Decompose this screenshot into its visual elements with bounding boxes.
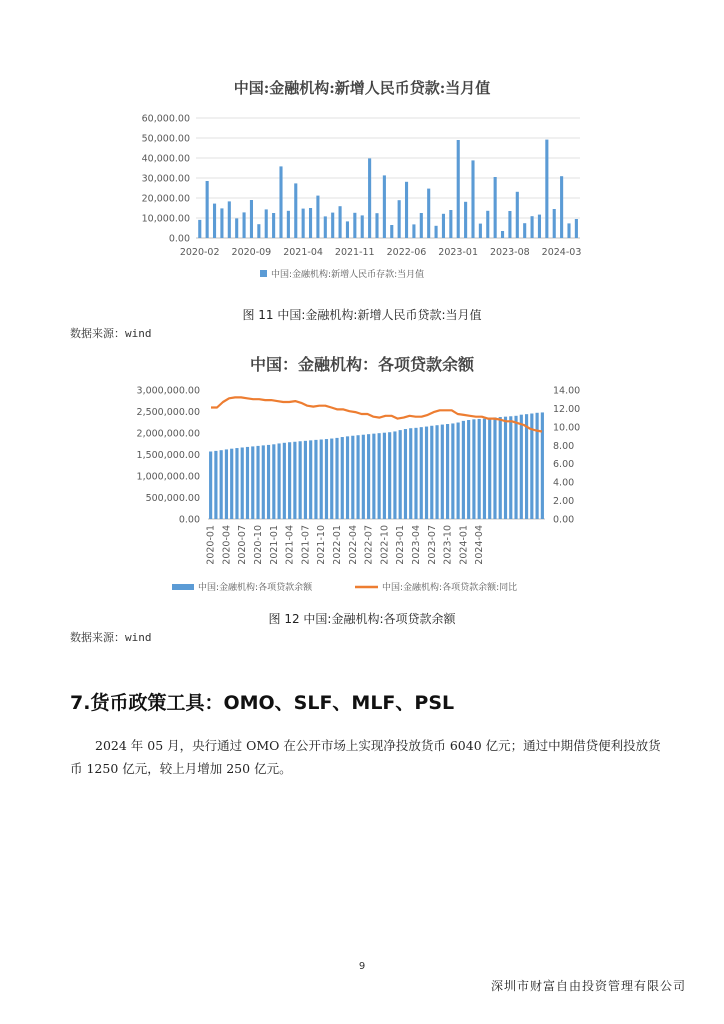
chart1-bar <box>545 140 548 238</box>
chart1-x-tick: 2021-04 <box>283 247 323 258</box>
chart2-x-tick: 2021-10 <box>316 525 328 565</box>
chart2-bar <box>262 445 265 519</box>
chart2-bar <box>288 442 291 519</box>
chart1-bar <box>368 158 371 238</box>
chart2-bar <box>536 413 539 519</box>
chart1-bar <box>464 202 467 238</box>
chart1-x-tick: 2023-08 <box>489 247 530 258</box>
chart1-bar <box>420 213 423 238</box>
chart1-bar <box>235 218 238 238</box>
chart2-bar <box>256 446 259 519</box>
chart1-bar <box>412 224 415 238</box>
chart1-bar <box>206 181 209 238</box>
chart1-bar <box>501 231 504 238</box>
chart1-legend-swatch <box>260 270 267 277</box>
chart1-bar <box>516 192 519 238</box>
chart2-y2-tick: 14.00 <box>553 385 581 397</box>
chart2-bar <box>209 451 212 519</box>
chart1-y-tick: 10,000.00 <box>141 213 190 225</box>
chart2-bar <box>504 417 507 519</box>
chart2-x-tick: 2020-07 <box>237 525 249 565</box>
chart2-bar <box>493 417 496 519</box>
chart2-bar <box>251 446 254 519</box>
chart2-y-tick: 2,000,000.00 <box>136 428 200 440</box>
chart2-bar <box>383 433 386 519</box>
chart1-bar <box>390 225 393 238</box>
chart2-bar <box>388 432 391 519</box>
chart2-bar <box>420 427 423 519</box>
chart1-bar <box>471 160 474 238</box>
chart2-y2-tick: 2.00 <box>553 496 575 508</box>
source-note-2: 数据来源：wind <box>70 631 152 644</box>
chart2-bar <box>278 443 281 519</box>
chart1-bar <box>442 214 445 238</box>
chart1-bar <box>250 200 253 238</box>
chart2-bar <box>414 428 417 519</box>
chart2-bar <box>235 448 238 519</box>
chart2-bar <box>283 443 286 519</box>
chart2-bar <box>325 439 328 519</box>
chart2-bar <box>457 423 460 519</box>
chart1-bar <box>243 212 246 238</box>
chart2-bar <box>483 419 486 519</box>
chart2-bar <box>467 420 470 519</box>
chart1-bar <box>560 176 563 238</box>
chart1-bar <box>398 200 401 238</box>
chart2-bar <box>393 431 396 519</box>
chart2-bar <box>367 434 370 519</box>
chart1-bar <box>213 204 216 238</box>
chart1-bar <box>353 213 356 238</box>
chart1-bar <box>265 209 268 238</box>
chart2-x-tick: 2022-01 <box>332 525 344 565</box>
chart2-title: 中国：金融机构：各项贷款余额 <box>249 355 474 374</box>
chart1-bar <box>575 219 578 238</box>
chart1-bar <box>494 177 497 238</box>
chart1-bar <box>449 210 452 238</box>
chart1-legend-label: 中国:金融机构:新增人民币存款:当月值 <box>271 270 425 280</box>
chart2-bar <box>404 429 407 519</box>
chart1-bar <box>324 216 327 238</box>
chart1-bar <box>486 211 489 238</box>
chart1-bar <box>339 206 342 238</box>
chart2-bar <box>267 445 270 519</box>
chart2-bar <box>314 440 317 519</box>
chart1-bar <box>435 226 438 238</box>
chart1-y-tick: 0.00 <box>168 233 190 245</box>
chart1-y-tick: 30,000.00 <box>141 173 190 185</box>
chart2-bar <box>399 430 402 519</box>
chart2-bar <box>499 417 502 519</box>
chart2-x-tick: 2023-04 <box>410 525 422 565</box>
chart1-y-tick: 20,000.00 <box>141 193 190 205</box>
body-paragraph: 2024 年 05 月，央行通过 OMO 在公开市场上实现净投放货币 6040 亿元；通过中期借贷便利投放货币 1250 亿元，较上月增加 250 亿元。 <box>70 738 661 776</box>
chart1-bar <box>375 213 378 238</box>
chart2-x-tick: 2024-04 <box>474 525 486 565</box>
chart1-bar <box>457 140 460 238</box>
chart2-legend-label-bar: 中国:金融机构:各项贷款余额 <box>198 583 313 593</box>
chart2-bar <box>430 426 433 519</box>
chart2-bar <box>525 414 528 519</box>
chart1-bar <box>508 211 511 238</box>
chart2-x-tick: 2020-10 <box>253 525 265 565</box>
chart1-bar <box>531 216 534 238</box>
chart1-plot <box>0 100 724 300</box>
chart1-x-tick: 2023-01 <box>438 247 479 258</box>
chart2-plot <box>0 375 724 605</box>
chart1-bar <box>383 175 386 238</box>
chart2-y-tick: 3,000,000.00 <box>136 385 200 397</box>
chart2-bar <box>320 439 323 519</box>
chart1-bar <box>228 201 231 238</box>
chart1-bar <box>427 189 430 238</box>
chart1-bar <box>272 213 275 238</box>
chart2-x-tick: 2021-04 <box>284 525 296 565</box>
chart1-x-tick: 2020-09 <box>231 247 272 258</box>
chart2-bar <box>478 419 481 519</box>
chart1-bar <box>361 215 364 238</box>
chart2-bar <box>378 433 381 519</box>
chart1-title: 中国:金融机构:新增人民币贷款:当月值 <box>233 79 491 97</box>
source-note-1: 数据来源：wind <box>70 327 152 340</box>
chart1-bar <box>220 208 223 238</box>
chart1-bar <box>523 223 526 238</box>
chart1-y-tick: 50,000.00 <box>141 133 190 145</box>
chart1-bar <box>316 196 319 238</box>
chart2-y-tick: 2,500,000.00 <box>136 407 200 418</box>
chart2-y2-tick: 10.00 <box>553 422 581 434</box>
chart2-y-tick: 1,000,000.00 <box>136 471 200 483</box>
chart2-bar <box>246 447 249 519</box>
chart1-bar <box>405 182 408 238</box>
chart2-x-tick: 2022-10 <box>379 525 391 565</box>
chart2-bar <box>293 442 296 519</box>
chart2-bar <box>441 425 444 519</box>
chart1-bar <box>279 166 282 238</box>
chart2-bar <box>356 435 359 519</box>
chart2-bar <box>446 424 449 519</box>
chart2-bar <box>362 435 365 519</box>
chart2-bar <box>409 428 412 519</box>
chart1-bar <box>309 208 312 238</box>
chart2-bar <box>230 449 233 519</box>
chart1-bar <box>346 221 349 238</box>
chart2-bar <box>346 436 349 519</box>
chart2-bar <box>299 441 302 519</box>
chart2-bar <box>514 416 517 519</box>
chart2-bar <box>335 438 338 519</box>
chart2-bar <box>541 412 544 519</box>
chart2-bar <box>451 423 454 519</box>
chart1-x-tick: 2022-06 <box>386 247 427 258</box>
chart1-bar <box>294 183 297 238</box>
chart2-x-tick: 2024-01 <box>458 525 470 565</box>
chart1-bar <box>287 211 290 238</box>
chart1-bar <box>538 215 541 238</box>
chart1-bar <box>198 220 201 238</box>
section-heading: 7.货币政策工具：OMO、SLF、MLF、PSL <box>70 692 455 714</box>
chart2-bar <box>341 437 344 519</box>
chart1-x-tick: 2020-02 <box>179 247 220 258</box>
chart1-bar <box>331 213 334 238</box>
chart2-x-tick: 2023-01 <box>395 525 407 565</box>
chart2-legend-label-line: 中国:金融机构:各项贷款余额:同比 <box>382 583 518 593</box>
chart2-bar <box>220 450 223 519</box>
chart2-bar <box>425 427 428 519</box>
chart2-y-tick: 1,500,000.00 <box>136 450 200 461</box>
chart2-caption: 图 12 中国:金融机构:各项贷款余额 <box>268 612 456 626</box>
chart2-y-tick: 500,000.00 <box>145 493 200 504</box>
chart2-x-tick: 2023-10 <box>442 525 454 565</box>
chart2-bar <box>509 416 512 519</box>
chart2-x-tick: 2021-01 <box>268 525 280 565</box>
footer-company: 深圳市财富自由投资管理有限公司 <box>490 979 686 993</box>
chart1-bar <box>302 209 305 238</box>
chart1-bar <box>479 224 482 238</box>
chart2-bar <box>330 439 333 519</box>
chart2-y2-tick: 8.00 <box>553 440 575 452</box>
chart2-bar <box>462 421 465 519</box>
chart2-bar <box>214 451 217 519</box>
chart2-y2-tick: 4.00 <box>553 477 575 489</box>
chart2-bar <box>372 434 375 519</box>
chart1-x-tick: 2024-03 <box>541 247 582 258</box>
chart2-x-tick: 2021-07 <box>300 525 312 565</box>
chart2-legend-swatch-bar <box>172 584 194 590</box>
chart2-bar <box>435 425 438 519</box>
chart2-bar <box>304 441 307 519</box>
chart1-x-tick: 2021-11 <box>334 247 375 258</box>
chart2-x-tick: 2022-04 <box>347 525 359 565</box>
chart1-y-tick: 40,000.00 <box>141 153 190 165</box>
chart2-bar <box>225 449 228 519</box>
chart2-y2-tick: 12.00 <box>553 403 581 415</box>
chart2-bar <box>351 436 354 519</box>
chart1-bar <box>257 224 260 238</box>
chart2-x-tick: 2023-07 <box>426 525 438 565</box>
chart2-x-tick: 2020-01 <box>205 525 217 565</box>
chart1-caption: 图 11 中国:金融机构:新增人民币贷款:当月值 <box>242 308 482 322</box>
chart2-y-tick: 0.00 <box>178 514 200 526</box>
chart2-bar <box>488 418 491 519</box>
chart2-bar <box>472 419 475 519</box>
chart1-y-tick: 60,000.00 <box>141 113 190 125</box>
chart2-x-tick: 2020-04 <box>221 525 233 565</box>
chart2-x-tick: 2022-07 <box>363 525 375 565</box>
chart1-bar <box>567 223 570 238</box>
chart2-y2-tick: 0.00 <box>553 514 575 526</box>
chart2-y2-tick: 6.00 <box>553 459 575 471</box>
chart2-bar <box>520 415 523 519</box>
chart2-bar <box>272 444 275 519</box>
chart1-bar <box>553 209 556 238</box>
page-number: 9 <box>358 961 366 972</box>
chart2-yoy-line <box>211 397 542 431</box>
chart2-bar <box>309 440 312 519</box>
chart2-bar <box>241 447 244 519</box>
